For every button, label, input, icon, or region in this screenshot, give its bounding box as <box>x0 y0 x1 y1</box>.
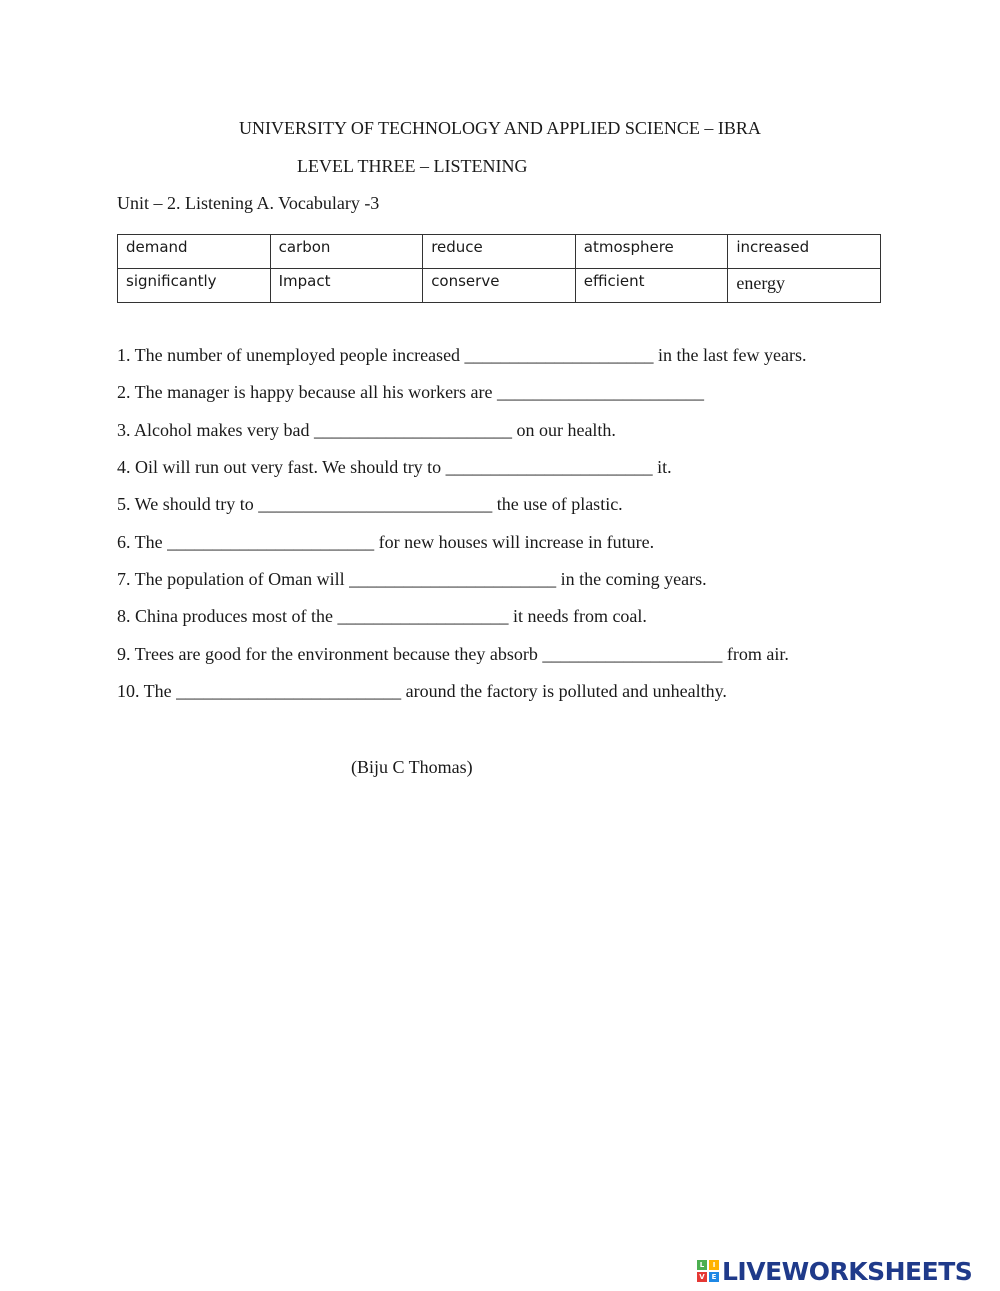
level-title: LEVEL THREE – LISTENING <box>297 156 528 176</box>
question-2: 2. The manager is happy because all his workers are _______________________ <box>117 382 705 402</box>
vocab-word: demand <box>118 235 271 269</box>
vocabulary-row <box>118 235 881 269</box>
logo-block-v: V <box>697 1272 707 1282</box>
logo-block-i: I <box>709 1260 719 1270</box>
vocab-word: significantly <box>118 269 271 303</box>
question-7: 7. The population of Oman will _______________________ in the coming years. <box>117 569 707 589</box>
logo-text: LIVEWORKSHEETS <box>722 1256 973 1286</box>
vocab-word: efficient <box>575 269 728 303</box>
vocab-word: increased <box>728 235 881 269</box>
vocab-word: carbon <box>270 235 423 269</box>
question-6: 6. The _______________________ for new houses will increase in future. <box>117 532 655 552</box>
vocab-word: reduce <box>423 235 576 269</box>
logo-block-l: L <box>697 1260 707 1270</box>
vocab-word: energy <box>728 269 881 303</box>
vocabulary-table <box>117 234 881 303</box>
university-title: UNIVERSITY OF TECHNOLOGY AND APPLIED SCIENCE – IBRA <box>239 118 761 138</box>
logo-block-e: E <box>709 1272 719 1282</box>
liveworksheets-logo <box>697 1255 972 1287</box>
question-3: 3. Alcohol makes very bad ______________________ on our health. <box>117 420 616 440</box>
question-1: 1. The number of unemployed people increased _____________________ in the last few years. <box>117 345 807 365</box>
logo-blocks-icon <box>697 1260 719 1282</box>
question-8: 8. China produces most of the ___________________ it needs from coal. <box>117 606 647 626</box>
question-5: 5. We should try to __________________________ the use of plastic. <box>117 494 623 514</box>
vocabulary-row <box>118 269 881 303</box>
vocab-word: Impact <box>270 269 423 303</box>
vocab-word: atmosphere <box>575 235 728 269</box>
question-4: 4. Oil will run out very fast. We should try to _______________________ it. <box>117 457 672 477</box>
question-10: 10. The _________________________ around the factory is polluted and unhealthy. <box>117 681 727 701</box>
author-credit: (Biju C Thomas) <box>351 757 473 777</box>
vocab-word: conserve <box>423 269 576 303</box>
question-9: 9. Trees are good for the environment because they absorb ____________________ from air. <box>117 644 789 664</box>
unit-heading: Unit – 2. Listening A. Vocabulary -3 <box>117 193 380 213</box>
